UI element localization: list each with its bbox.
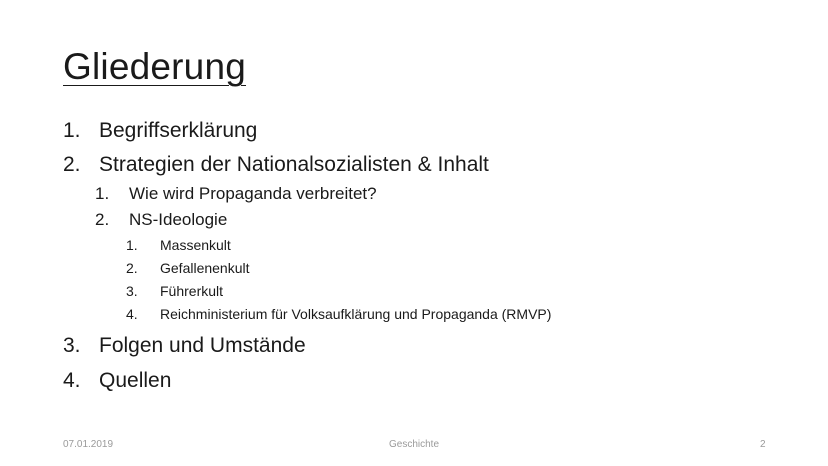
outline-item-1 (63, 119, 257, 143)
outline-item-2-1 (95, 184, 377, 204)
outline-text: Reichministerium für Volksaufklärung und Propaganda (RMVP) (160, 306, 552, 322)
outline-item-2-2-2 (126, 260, 250, 276)
footer-subject: Geschichte (389, 439, 440, 450)
outline-item-4 (63, 369, 171, 393)
outline-number: 3. (63, 334, 81, 357)
outline-number: 4. (63, 369, 81, 392)
outline-text: NS-Ideologie (129, 210, 228, 229)
outline-number: 2. (63, 153, 81, 176)
outline-item-2 (63, 153, 489, 177)
outline-text: Strategien der Nationalsozialisten & Inhalt (99, 153, 489, 176)
outline-text: Wie wird Propaganda verbreitet? (129, 184, 377, 203)
footer-date: 07.01.2019 (63, 439, 114, 450)
outline-text: Führerkult (160, 283, 224, 299)
outline-text: Gefallenenkult (160, 260, 250, 276)
outline-number: 1. (95, 184, 110, 203)
slide-title: Gliederung (63, 46, 247, 87)
outline-text: Begriffserklärung (99, 119, 258, 142)
outline-number: 4. (126, 306, 138, 322)
outline-number: 2. (126, 260, 138, 276)
outline-item-2-2-3 (126, 283, 223, 299)
outline-item-2-2 (95, 210, 227, 230)
outline-text: Quellen (99, 369, 172, 392)
footer-page-number: 2 (760, 439, 766, 450)
outline-text: Folgen und Umstände (99, 334, 306, 357)
outline-text: Massenkult (160, 237, 231, 253)
outline-item-2-2-1 (126, 237, 231, 253)
outline-number: 3. (126, 283, 138, 299)
outline-number: 2. (95, 210, 110, 229)
outline-item-2-2-4 (126, 306, 551, 322)
outline-number: 1. (63, 119, 81, 142)
outline-item-3 (63, 334, 306, 358)
outline-number: 1. (126, 237, 138, 253)
